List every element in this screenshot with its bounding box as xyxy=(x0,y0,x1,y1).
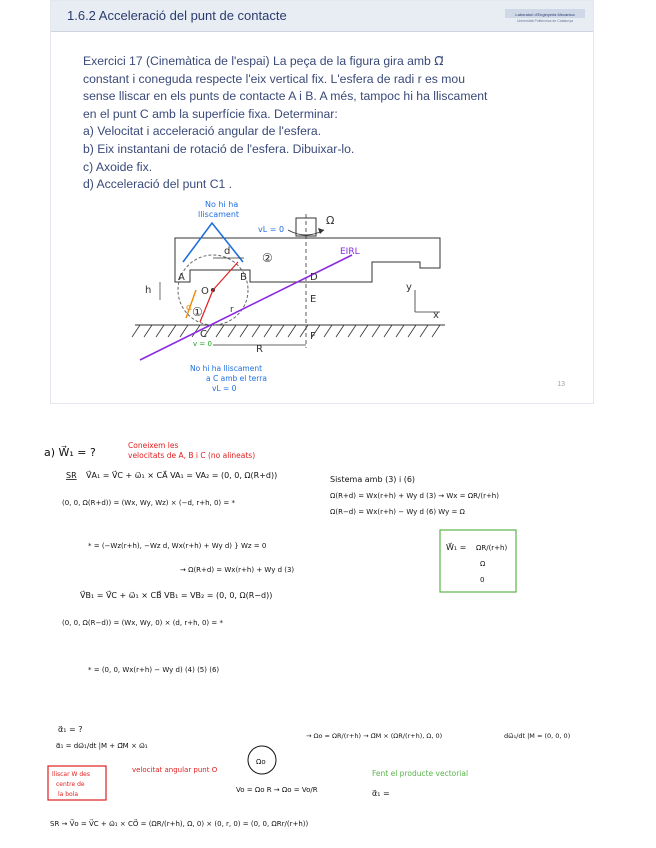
sr-velocity-equation: SR → V⃗o = V⃗C + ω⃗₁ × CO⃗ = (ΩR/(r+h), Ω, 0) × (0, r, 0) = (0, 0, ΩRr/(r+h)) xyxy=(50,820,309,828)
result-box xyxy=(440,530,516,592)
dim-r: r xyxy=(230,305,234,315)
sphere-number: ① xyxy=(192,305,203,319)
eq-vb: V⃗B₁ = V⃗C + ω⃗₁ × CB⃗ VB₁ = VB₂ = (0, 0, Ω(R−d)) xyxy=(80,591,273,600)
note-red-2: velocitats de A, B i C (no alineats) xyxy=(128,451,256,460)
system-line-1: Ω(R+d) = Wx(r+h) + Wy d (3) → Wx = ΩR/(r+h) xyxy=(330,492,499,500)
green-note-2: Fent el producte vectorial xyxy=(372,769,469,778)
note-red-1: Coneixem les xyxy=(128,441,179,450)
dim-h: h xyxy=(145,285,152,296)
red-box-2: centre de xyxy=(56,781,85,788)
axis-y: y xyxy=(406,282,412,293)
slide-title: 1.6.2 Acceleració del punt de contacte xyxy=(67,8,287,23)
body-number: ② xyxy=(262,251,273,265)
red-box-3: la bola xyxy=(58,791,79,798)
star-a: * = (−Wz(r+h), −Wz d, Wx(r+h) + Wy d) } Wz = 0 xyxy=(88,542,267,550)
axis-x: x xyxy=(433,310,439,321)
exercise-line: Exercici 17 (Cinemàtica de l'espai) La peça de la figura gira amb Ω⃗ xyxy=(83,54,444,68)
alpha-question: α⃗₁ = ? xyxy=(58,725,83,734)
point-a: A xyxy=(178,272,185,283)
result-value-y: Ω xyxy=(480,560,486,568)
point-o: O xyxy=(201,286,209,297)
derivative: dω⃗₁/dt |M = (0, 0, 0) xyxy=(504,732,571,740)
point-f: F xyxy=(310,331,316,342)
exercise-line: sense lliscar en els punts de contacte A i B. A més, tampoc hi ha lliscament xyxy=(83,89,488,104)
exercise-line: a) Velocitat i acceleració angular de l'esfera. xyxy=(83,124,322,139)
red-box-1: lliscar W des xyxy=(52,771,90,778)
green-note: velocitat angular punt O xyxy=(132,766,218,774)
annotation-bottom-2: a C amb el terra xyxy=(206,374,267,383)
point-c: C xyxy=(200,329,207,340)
annotation-top-1: No hi ha xyxy=(205,200,239,209)
alpha-equation: α⃗₁ = dω⃗₁/dt |M + Ω⃗M × ω⃗₁ xyxy=(56,742,148,750)
matrix-a: (0, 0, Ω(R+d)) = (Wx, Wy, Wz) × (−d, r+h, 0) = * xyxy=(62,499,235,507)
result-value-z: 0 xyxy=(480,576,485,584)
arrow-equation: → Ωo = ΩR/(r+h) → Ω⃗M × (ΩR/(r+h), Ω, 0) xyxy=(306,732,443,740)
annotation-bottom-1: No hi ha lliscament xyxy=(190,364,263,373)
logo-line1: Laboratori d'Enginyeria Mecànica xyxy=(515,12,575,17)
exercise-line: constant i coneguda respecte l'eix vertical fix. L'esfera de radi r es mou xyxy=(83,71,465,86)
dim-d: d xyxy=(224,246,231,257)
system-title: Sistema amb (3) i (6) xyxy=(330,475,416,484)
exercise-line: b) Eix instantani de rotació de l'esfera. Dibuixar-lo. xyxy=(83,141,355,156)
annotation-top-2: lliscament xyxy=(198,210,240,219)
alpha1-label: α⃗₁ = xyxy=(372,789,390,798)
vo-equation: Vo = Ωo R → Ωo = Vo/R xyxy=(236,786,318,794)
omega-o: Ωo xyxy=(256,758,266,766)
exercise-line: d) Acceleració del punt C1 . xyxy=(83,177,233,192)
dim-R: R xyxy=(256,344,263,355)
vzero-label: v = 0 xyxy=(193,340,212,348)
page-number: 13 xyxy=(557,381,565,388)
sr-label: SR xyxy=(66,471,77,480)
eq-va: V⃗A₁ = V⃗C + ω⃗₁ × CA⃗ VA₁ = VA₂ = (0, 0, Ω(R+d)) xyxy=(86,471,278,480)
alpha-label: α xyxy=(186,303,192,313)
matrix-b: (0, 0, Ω(R−d)) = (Wx, Wy, 0) × (d, r+h, 0) = * xyxy=(62,619,223,627)
result-label: W⃗₁ = xyxy=(446,543,467,552)
omega-label: Ω xyxy=(326,214,335,227)
result-value-x: ΩR/(r+h) xyxy=(476,544,508,552)
point-b: B xyxy=(240,272,247,283)
vl-top: vL = 0 xyxy=(258,225,285,234)
system-line-2: Ω(R−d) = Wx(r+h) − Wy d (6) Wy = Ω xyxy=(330,508,465,516)
annotation-bottom-3: vL = 0 xyxy=(212,384,237,393)
eirl-label: EIRL xyxy=(340,247,360,257)
point-d: D xyxy=(310,272,318,283)
exercise-line: c) Axoide fix. xyxy=(83,159,153,174)
star-b: * = (0, 0, Wx(r+h) − Wy d) (4) (5) (6) xyxy=(88,666,220,674)
arrow-a: → Ω(R+d) = Wx(r+h) + Wy d (3) xyxy=(180,566,295,574)
point-e: E xyxy=(310,294,317,305)
logo-line2: Universitat Politècnica de Catalunya xyxy=(516,19,574,23)
exercise-line: en el punt C amb la superfície fixa. Determinar: xyxy=(83,106,338,121)
part-a: a) W⃗₁ = ? xyxy=(44,446,96,459)
